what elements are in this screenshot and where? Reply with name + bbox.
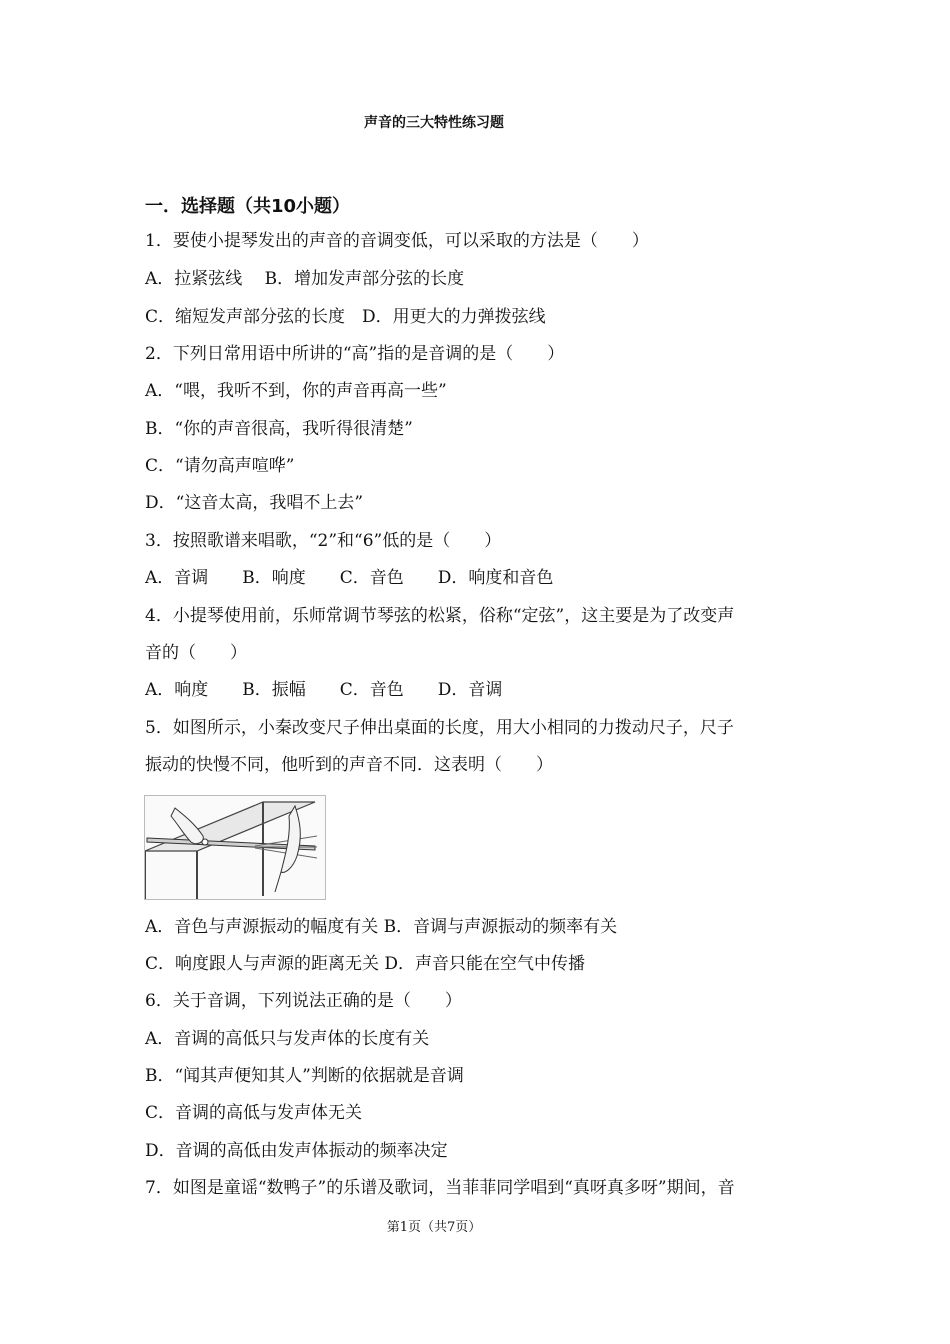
section-heading: 一．选择题（共10小题）	[145, 196, 351, 217]
option-line: A．“喂，我听不到，你的声音再高一些”	[145, 381, 447, 401]
page-footer: 第1页（共7页）	[386, 1220, 482, 1235]
question-line: 1．要使小提琴发出的声音的音调变低，可以采取的方法是（ ）	[145, 231, 649, 251]
option-line: C．“请勿高声喧哗”	[145, 456, 295, 476]
question-line: 4．小提琴使用前，乐师常调节琴弦的松紧，俗称“定弦”，这主要是为了改变声	[145, 606, 735, 626]
question-line: 3．按照歌谱来唱歌，“2”和“6”低的是（ ）	[145, 531, 502, 551]
question-line: 2．下列日常用语中所讲的“高”指的是音调的是（ ）	[145, 344, 565, 364]
option-line: A．拉紧弦线 B．增加发声部分弦的长度	[145, 269, 465, 289]
ruler-table-illustration	[144, 795, 326, 900]
option-line: A．响度 B．振幅 C．音色 D．音调	[145, 680, 503, 700]
question-line: 5．如图所示，小秦改变尺子伸出桌面的长度，用大小相同的力拨动尺子，尺子	[145, 718, 734, 738]
option-line: A．音色与声源振动的幅度有关 B．音调与声源振动的频率有关	[145, 917, 618, 937]
option-line: D．“这音太高，我唱不上去”	[145, 493, 364, 513]
option-line: D．音调的高低由发声体振动的频率决定	[145, 1141, 448, 1161]
question-line: 振动的快慢不同，他听到的声音不同．这表明（ ）	[145, 755, 553, 775]
option-line: C．缩短发声部分弦的长度 D．用更大的力弹拨弦线	[145, 307, 546, 327]
option-line: A．音调 B．响度 C．音色 D．响度和音色	[145, 568, 554, 588]
option-line: B．“闻其声便知其人”判断的依据就是音调	[145, 1066, 464, 1086]
question-line: 7．如图是童谣“数鸭子”的乐谱及歌词，当菲菲同学唱到“真呀真多呀”期间，音	[145, 1178, 735, 1198]
option-line: C．音调的高低与发声体无关	[145, 1103, 363, 1123]
question-line: 音的（ ）	[145, 643, 247, 663]
option-line: B．“你的声音很高，我听得很清楚”	[145, 419, 413, 439]
document-title: 声音的三大特性练习题	[364, 115, 504, 131]
option-line: C．响度跟人与声源的距离无关 D．声音只能在空气中传播	[145, 954, 586, 974]
question-line: 6．关于音调，下列说法正确的是（ ）	[145, 991, 462, 1011]
option-line: A．音调的高低只与发声体的长度有关	[145, 1029, 430, 1049]
